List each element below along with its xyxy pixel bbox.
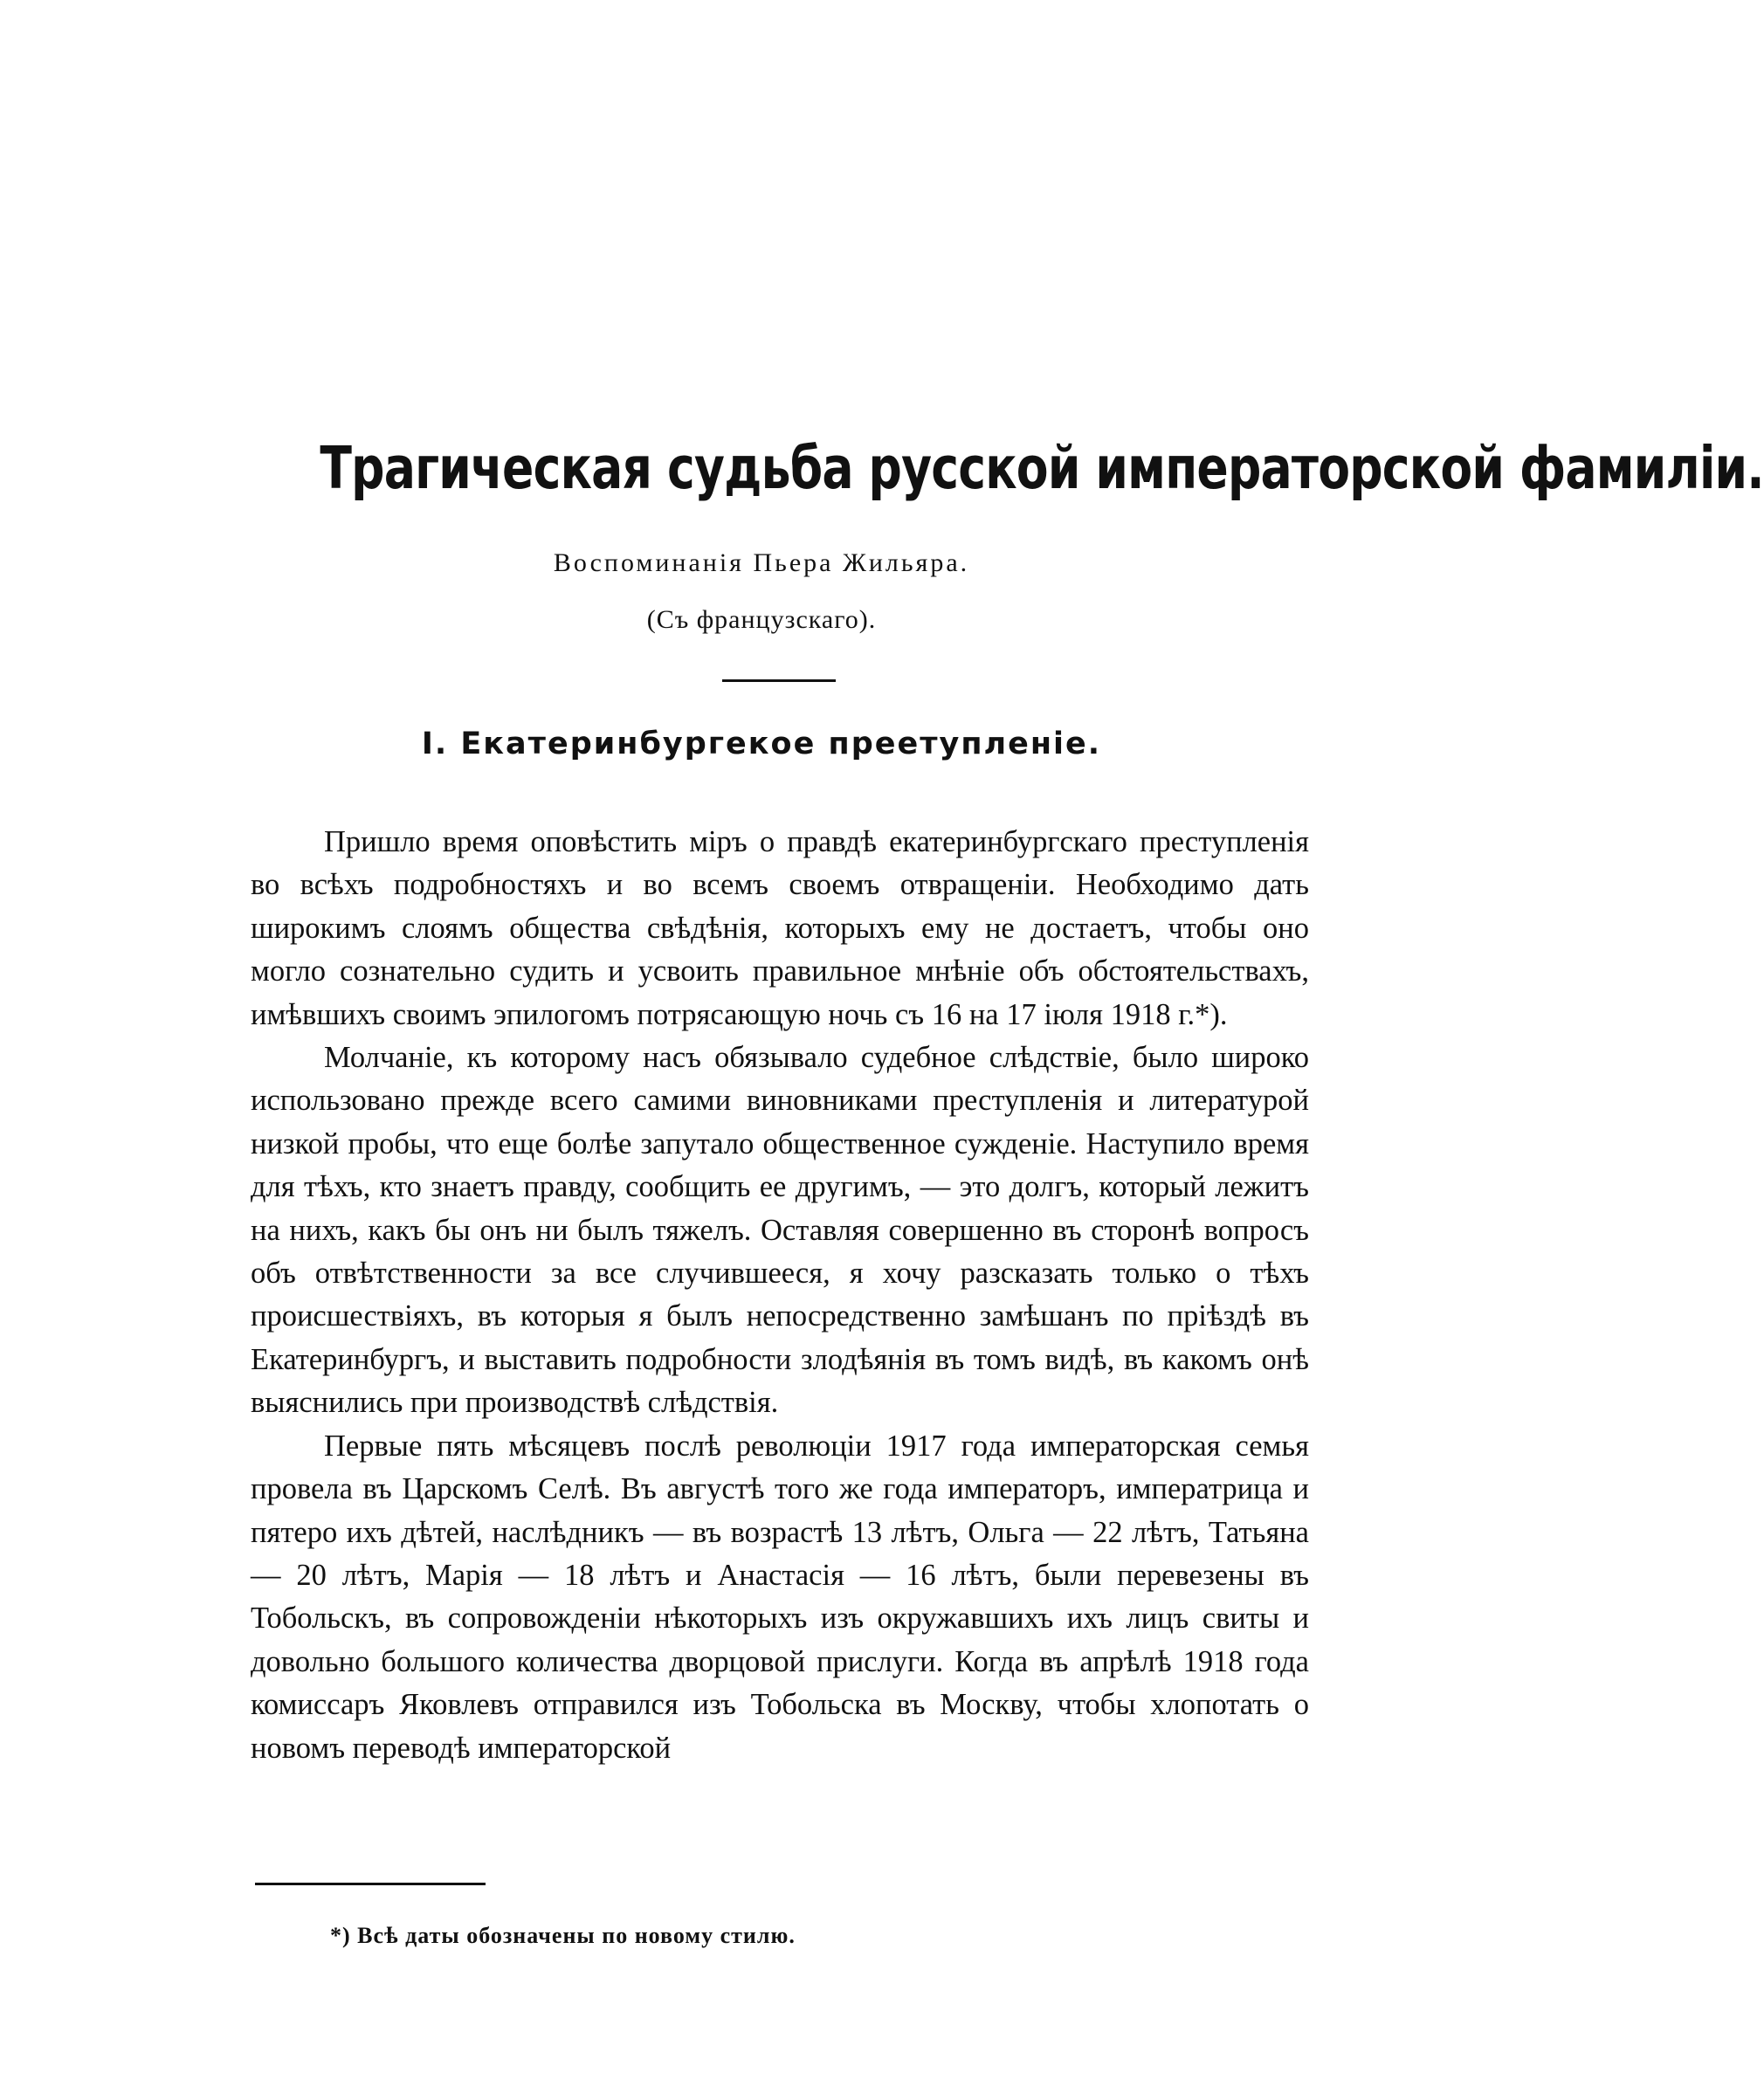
footnote: *) Всѣ даты обозначены по новому стилю. [330,1923,796,1948]
chapter-heading: I. Екатеринбургекое преетупленіе. [421,727,1102,761]
footnote-divider [255,1883,486,1885]
document-title: Трагическая судьба русской императорской фамиліи. [320,434,1764,502]
author-line: Воспоминанія Пьера Жильяра. [553,548,970,577]
title-divider [722,679,836,682]
paragraph-2: Молчаніе, къ которому насъ обязывало судебное слѣдствіе, было широко использовано прежде всего самими виновниками преступленія и литературой низкой пробы, что еще болѣе запутало общественное сужденіе. Наступило время для тѣхъ, кто знаетъ правду, сообщить ее другимъ, — это долгъ, который лежитъ на нихъ, какъ бы онъ ни былъ тяжелъ. Оставляя совершенно въ сторонѣ вопросъ объ отвѣтственности за все случившееся, я хочу разсказать только о тѣхъ происшествіяхъ, въ которыя я былъ непосредственно замѣшанъ по пріѣздѣ въ Екатеринбургъ, и выставить подробности злодѣянія въ томъ видѣ, въ какомъ онѣ выяснились при производствѣ слѣдствія. [251,1041,1309,1420]
paragraph-1: Пришло время оповѣстить міръ о правдѣ екатеринбургскаго преступленія во всѣхъ подробностяхъ и во всемъ своемъ отвращеніи. Необходимо дать широкимъ слоямъ общества свѣдѣнія, которыхъ ему не достаетъ, чтобы оно могло сознательно судить и усвоить правильное мнѣніе объ обстоятельствахъ, имѣвшихъ своимъ эпилогомъ потрясающую ночь съ 16 на 17 іюля 1918 г.*). [251,825,1309,1031]
translation-note: (Съ французскаго). [646,605,877,634]
body-text [251,821,1309,1770]
paragraph-3: Первые пять мѣсяцевъ послѣ революціи 1917 года императорская семья провела въ Царскомъ Селѣ. Въ августѣ того же года императоръ, императрица и пятеро ихъ дѣтей, наслѣдникъ — въ возрастѣ 13 лѣтъ, Ольга — 22 лѣтъ, Татьяна — 20 лѣтъ, Марія — 18 лѣтъ и Анастасія — 16 лѣтъ, были перевезены въ Тобольскъ, въ сопровожденіи нѣкоторыхъ изъ окружавшихъ ихъ лицъ свиты и довольно большого количества дворцовой прислуги. Когда въ апрѣлѣ 1918 года комиссаръ Яковлевъ отправился изъ Тобольска въ Москву, чтобы хлопотать о новомъ переводѣ императорской [251,1429,1309,1765]
